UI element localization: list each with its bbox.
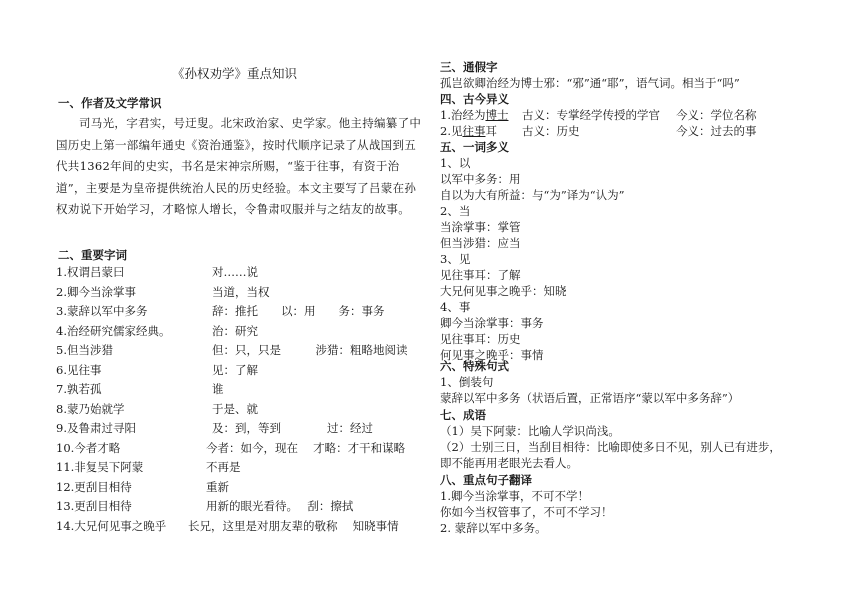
vocab-term: 7.孰若孤 <box>56 382 102 396</box>
idiom-line-2: （2）士别三日，当刮目相待：比喻即使多日不见，别人已有进步， <box>440 440 781 454</box>
section2-heading: 二、重要字词 <box>58 248 127 262</box>
vocab-gloss: 当道，当权 <box>212 284 270 299</box>
section8-heading: 八、重点句子翻译 <box>440 473 532 487</box>
vocab-term: 4.治经研究儒家经典。 <box>56 323 171 338</box>
section6-heading: 六、特殊句式 <box>440 359 509 373</box>
vocab-gloss: 用新的眼光看待。 刮：擦拭 <box>206 499 354 513</box>
polysemy-line: 见往事耳：了解 <box>440 268 521 282</box>
polysemy-line: 3、见 <box>440 252 471 266</box>
gujin-row-2-old: 古义：历史 <box>522 124 580 138</box>
idiom-line-3: 即不能再用老眼光去看人。 <box>440 456 578 470</box>
gujin-row-1-old: 古义：专掌经学传授的学官 <box>522 108 660 122</box>
polysemy-line: 见往事耳：历史 <box>440 332 521 346</box>
polysemy-line: 以军中多务：用 <box>440 172 521 186</box>
syntax-line-2: 蒙辞以军中多务（状语后置，正常语序“蒙以军中多务辞”） <box>440 391 740 405</box>
gujin-row-1-new: 今义：学位名称 <box>676 108 757 122</box>
polysemy-line: 卿今当涂掌事：事务 <box>440 316 544 330</box>
polysemy-line: 但当涉猎：应当 <box>440 236 521 250</box>
vocab-term: 3.蒙辞以军中多务 <box>56 304 148 318</box>
vocab-gloss: 见：了解 <box>212 362 258 377</box>
section5-heading: 五、一词多义 <box>440 140 509 154</box>
gujin-row-2-new: 今义：过去的事 <box>676 124 757 138</box>
vocab-gloss: 今者：如今，现在 才略：才干和谋略 <box>206 440 406 455</box>
vocab-gloss: 不再是 <box>206 460 241 474</box>
gujin-row-2-word: 2.见往事耳 <box>440 124 497 138</box>
vocab-gloss: 长兄，这里是对朋友辈的敬称 知晓事情 <box>188 518 399 533</box>
vocab-term: 5.但当涉猎 <box>56 343 113 357</box>
polysemy-line: 大兄何见事之晚乎：知晓 <box>440 284 567 298</box>
vocab-gloss: 但：只，只是 涉猎：粗略地阅读 <box>212 343 408 357</box>
translation-line-2: 你如今当权管事了，不可不学习！ <box>440 505 613 519</box>
translation-line-3: 2. 蒙辞以军中多务。 <box>440 521 547 535</box>
idiom-line-1: （1）吴下阿蒙：比喻人学识尚浅。 <box>440 424 620 438</box>
vocab-term: 13.更刮目相待 <box>56 499 132 513</box>
section1-heading: 一、作者及文学常识 <box>58 96 162 110</box>
vocab-term: 9.及鲁肃过寻阳 <box>56 421 136 435</box>
gujin-row-1-word: 1.治经为博士 <box>440 108 509 122</box>
vocab-term: 8.蒙乃始就学 <box>56 401 125 416</box>
document-title: 《孙权劝学》重点知识 <box>172 66 298 81</box>
section3-heading: 三、通假字 <box>440 60 498 74</box>
polysemy-line: 4、事 <box>440 300 471 314</box>
vocab-gloss: 对……说 <box>212 265 258 279</box>
vocab-gloss: 辞：推托 以：用 务：事务 <box>212 304 385 318</box>
vocab-gloss: 及：到，等到 过：经过 <box>212 421 373 435</box>
vocab-gloss: 治：研究 <box>212 323 258 338</box>
translation-line-1: 1.卿今当涂掌事，不可不学！ <box>440 489 589 503</box>
section7-heading: 七、成语 <box>440 408 486 422</box>
vocab-gloss: 重新 <box>206 479 229 494</box>
vocab-term: 11.非复吴下阿蒙 <box>56 460 144 474</box>
vocab-term: 10.今者才略 <box>56 440 121 455</box>
vocab-term: 14.大兄何见事之晚乎 <box>56 518 167 533</box>
polysemy-line: 何见事之晚乎：事情 <box>440 348 544 362</box>
syntax-line-1: 1、倒装句 <box>440 375 494 389</box>
polysemy-line: 自以为大有所益：与“为”译为“认为” <box>440 188 625 202</box>
vocab-term: 12.更刮目相待 <box>56 479 132 494</box>
vocab-gloss: 谁 <box>212 382 224 396</box>
vocab-gloss: 于是、就 <box>212 401 258 416</box>
section4-heading: 四、古今异义 <box>440 92 509 106</box>
vocab-term: 1.权谓吕蒙曰 <box>56 265 125 279</box>
polysemy-line: 2、当 <box>440 204 471 218</box>
vocab-term: 2.卿今当涂掌事 <box>56 284 136 299</box>
tongjia-text: 孤岂欲卿治经为博士邪：“邪”通“耶”，语气词。相当于“吗” <box>440 76 740 90</box>
author-paragraph: 司马光，字君实，号迂叟。北宋政治家、史学家。他主持编纂了中国历史上第一部编年通史《资治通鉴》，按时代顺序记录了从战国到五代共1362年间的史实，书名是宋神宗所赐，“鉴于往事，有资于治道”，主要是为皇帝提供统治人民的历史经验。本文主要写了吕蒙在孙权劝说下开始学习，才略惊人增长，令鲁肃叹服并与之结友的故事。 <box>56 116 422 217</box>
polysemy-line: 当涂掌事：掌管 <box>440 220 521 234</box>
vocab-term: 6.见往事 <box>56 362 102 377</box>
polysemy-line: 1、以 <box>440 156 471 170</box>
